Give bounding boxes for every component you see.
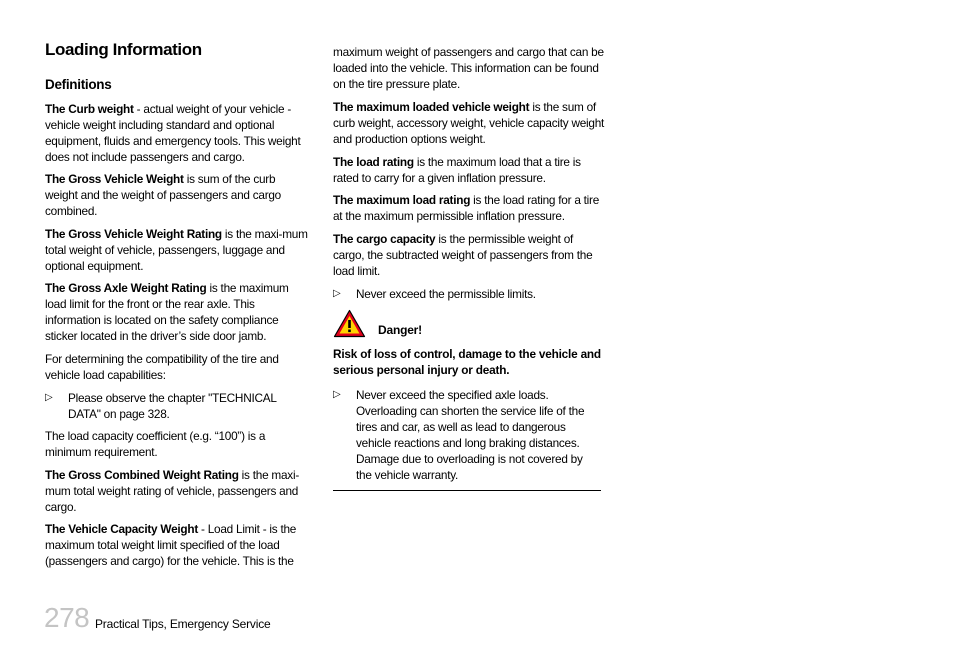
def-max-load-rating: The maximum load rating is the load rating for a tire at the maximum permissible inflation pressure. [333, 193, 600, 223]
def-cargo-capacity: The cargo capacity is the permissible weight of cargo, the subtracted weight of passengers from the load limit. [333, 232, 593, 278]
term-curb-weight: The Curb weight [45, 102, 134, 116]
term-cargo-capacity: The cargo capacity [333, 232, 436, 246]
danger-header [333, 309, 603, 339]
page-number: 278 [44, 602, 90, 633]
subsection-title: Definitions [45, 77, 112, 92]
def-gcwr: The Gross Combined Weight Rating is the maxi-mum total weight rating of vehicle, passengers and cargo. [45, 468, 299, 514]
term-gross-vehicle-weight: The Gross Vehicle Weight [45, 172, 184, 186]
term-gvwr: The Gross Vehicle Weight Rating [45, 227, 222, 241]
footer-chapter: Practical Tips, Emergency Service [95, 617, 271, 631]
term-gawr: The Gross Axle Weight Rating [45, 281, 207, 295]
bullet-arrow-icon: ▷ [45, 392, 53, 403]
warning-triangle-icon [333, 309, 366, 338]
term-gcwr: The Gross Combined Weight Rating [45, 468, 239, 482]
def-curb-weight: The Curb weight - actual weight of your vehicle - vehicle weight including standard and optional equipment, fluids and emergency tools. This weight does not include passengers and cargo. [45, 102, 301, 164]
def-gvwr: The Gross Vehicle Weight Rating is the maxi-mum total weight of vehicle, passengers, luggage and optional equipment. [45, 227, 308, 273]
bullet-arrow-icon: ▷ [333, 288, 341, 299]
bullet-permissible-limits: ▷ Never exceed the permissible limits. [333, 287, 536, 301]
load-coefficient-note: The load capacity coefficient (e.g. “100”) is a minimum requirement. [45, 429, 266, 459]
def-gawr: The Gross Axle Weight Rating is the maximum load limit for the front or the rear axle. This information is located on the safety compliance sticker located in the driver’s side door jamb. [45, 281, 289, 343]
bullet-technical-data: ▷ Please observe the chapter "TECHNICAL DATA" on page 328. [45, 391, 277, 421]
danger-risk-text: Risk of loss of control, damage to the vehicle and serious personal injury or death. [333, 347, 601, 377]
def-max-loaded-vehicle-weight: The maximum loaded vehicle weight is the sum of curb weight, accessory weight, vehicle capacity weight and production options weight. [333, 100, 605, 146]
term-load-rating: The load rating [333, 155, 414, 169]
term-vehicle-capacity-weight: The Vehicle Capacity Weight [45, 522, 198, 536]
vcw-continuation: maximum weight of passengers and cargo that can be loaded into the vehicle. This information can be found on the tire pressure plate. [333, 45, 604, 91]
def-vehicle-capacity-weight: The Vehicle Capacity Weight - Load Limit - is the maximum total weight limit specified of the load (passengers and cargo) for the vehicle. This is the [45, 522, 297, 568]
compatibility-note: For determining the compatibility of the tire and vehicle load capabilities: [45, 352, 279, 382]
bullet-arrow-icon: ▷ [333, 389, 341, 400]
def-load-rating: The load rating is the maximum load that a tire is rated to carry for a given inflation pressure. [333, 155, 581, 185]
bullet-axle-loads: ▷ Never exceed the specified axle loads. Overloading can shorten the service life of the tires and car, as well as lead to dangerous vehicle reactions and long braking distances. Damage due to overloading is not covered by the vehicle warranty. [333, 388, 585, 482]
section-divider [333, 490, 601, 491]
danger-label: Danger! [378, 323, 422, 337]
section-title: Loading Information [45, 40, 202, 59]
def-gross-vehicle-weight: The Gross Vehicle Weight is sum of the curb weight and the weight of passengers and cargo combined. [45, 172, 281, 218]
term-max-loaded-vehicle-weight: The maximum loaded vehicle weight [333, 100, 530, 114]
term-max-load-rating: The maximum load rating [333, 193, 471, 207]
